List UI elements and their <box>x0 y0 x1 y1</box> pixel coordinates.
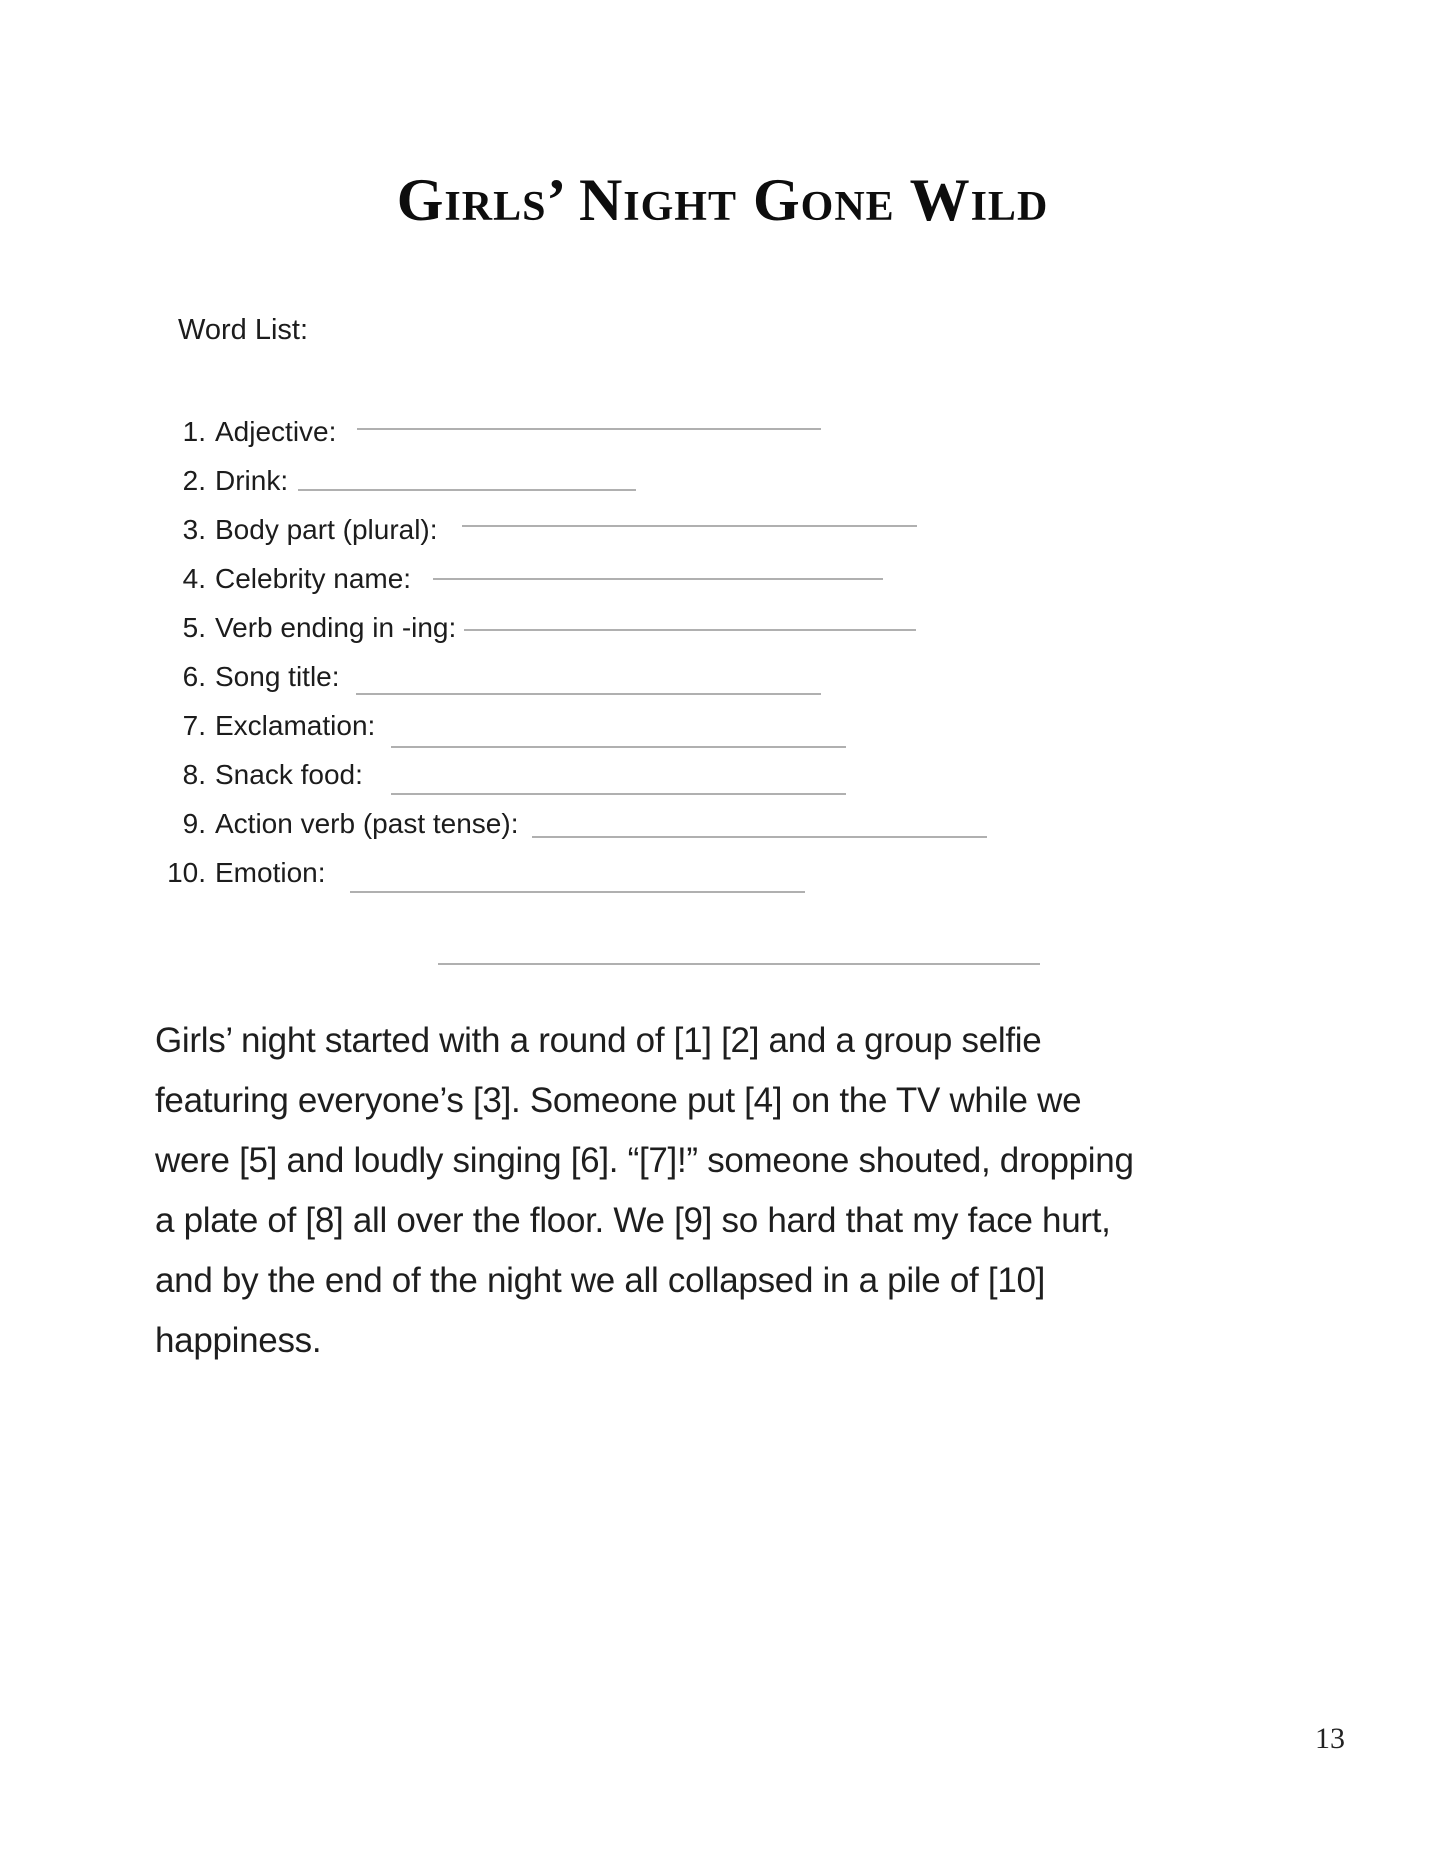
story-line: Girls’ night started with a round of [1] [2] and a group selfie <box>155 1021 1042 1060</box>
story-paragraph <box>155 1011 1335 1371</box>
item-label: Adjective: <box>215 416 337 447</box>
item-label: Song title: <box>215 661 340 692</box>
page-title: Girls’ Night Gone Wild <box>396 167 1049 233</box>
fill-in-blank-line <box>357 428 821 430</box>
item-label: Exclamation: <box>215 710 376 741</box>
item-label: Celebrity name: <box>215 563 412 594</box>
page-number: 13 <box>1315 1722 1345 1755</box>
fill-in-blank-line <box>391 746 846 748</box>
word-list-item-7 <box>130 701 1230 750</box>
word-list-item-3 <box>130 505 1230 554</box>
fill-in-blank-line <box>298 489 636 491</box>
fill-in-blank-line <box>433 578 883 580</box>
fill-in-blank-line <box>532 836 987 838</box>
story-line: a plate of [8] all over the floor. We [9] so hard that my face hurt, <box>155 1201 1111 1240</box>
story-line: happiness. <box>155 1321 322 1360</box>
word-list-item-2 <box>130 456 1230 505</box>
word-list-item-4 <box>130 554 1230 603</box>
word-list-item-6 <box>130 652 1230 701</box>
fill-in-blank-line <box>391 793 846 795</box>
item-label: Action verb (past tense): <box>215 808 519 839</box>
fill-in-blank-line <box>350 891 805 893</box>
fill-in-blank-line <box>356 693 821 695</box>
item-number: 6. <box>182 661 206 692</box>
item-number: 5. <box>182 612 206 643</box>
story-line: and by the end of the night we all collapsed in a pile of [10] <box>155 1261 1046 1300</box>
word-list-item-10 <box>130 848 1230 897</box>
word-list-item-8 <box>130 750 1230 799</box>
word-list-item-1 <box>130 407 1230 456</box>
word-list-item-5 <box>130 603 1230 652</box>
story-line: were [5] and loudly singing [6]. “[7]!” someone shouted, dropping <box>155 1141 1134 1180</box>
word-list <box>130 407 1230 897</box>
item-number: 1. <box>182 416 206 447</box>
section-divider-line <box>438 963 1040 965</box>
item-number: 3. <box>182 514 206 545</box>
item-label: Drink: <box>215 465 289 496</box>
item-label: Body part (plural): <box>215 514 438 545</box>
word-list-heading: Word List: <box>178 314 309 346</box>
item-number: 2. <box>182 465 206 496</box>
word-list-item-9 <box>130 799 1230 848</box>
fill-in-blank-line <box>462 525 917 527</box>
item-number: 10. <box>167 857 206 888</box>
item-number: 8. <box>182 759 206 790</box>
story-line: featuring everyone’s [3]. Someone put [4] on the TV while we <box>155 1081 1082 1120</box>
item-number: 7. <box>182 710 206 741</box>
item-label: Snack food: <box>215 759 363 790</box>
fill-in-blank-line <box>464 629 916 631</box>
item-number: 9. <box>182 808 206 839</box>
item-number: 4. <box>182 563 206 594</box>
item-label: Verb ending in -ing: <box>215 612 457 643</box>
item-label: Emotion: <box>215 857 326 888</box>
